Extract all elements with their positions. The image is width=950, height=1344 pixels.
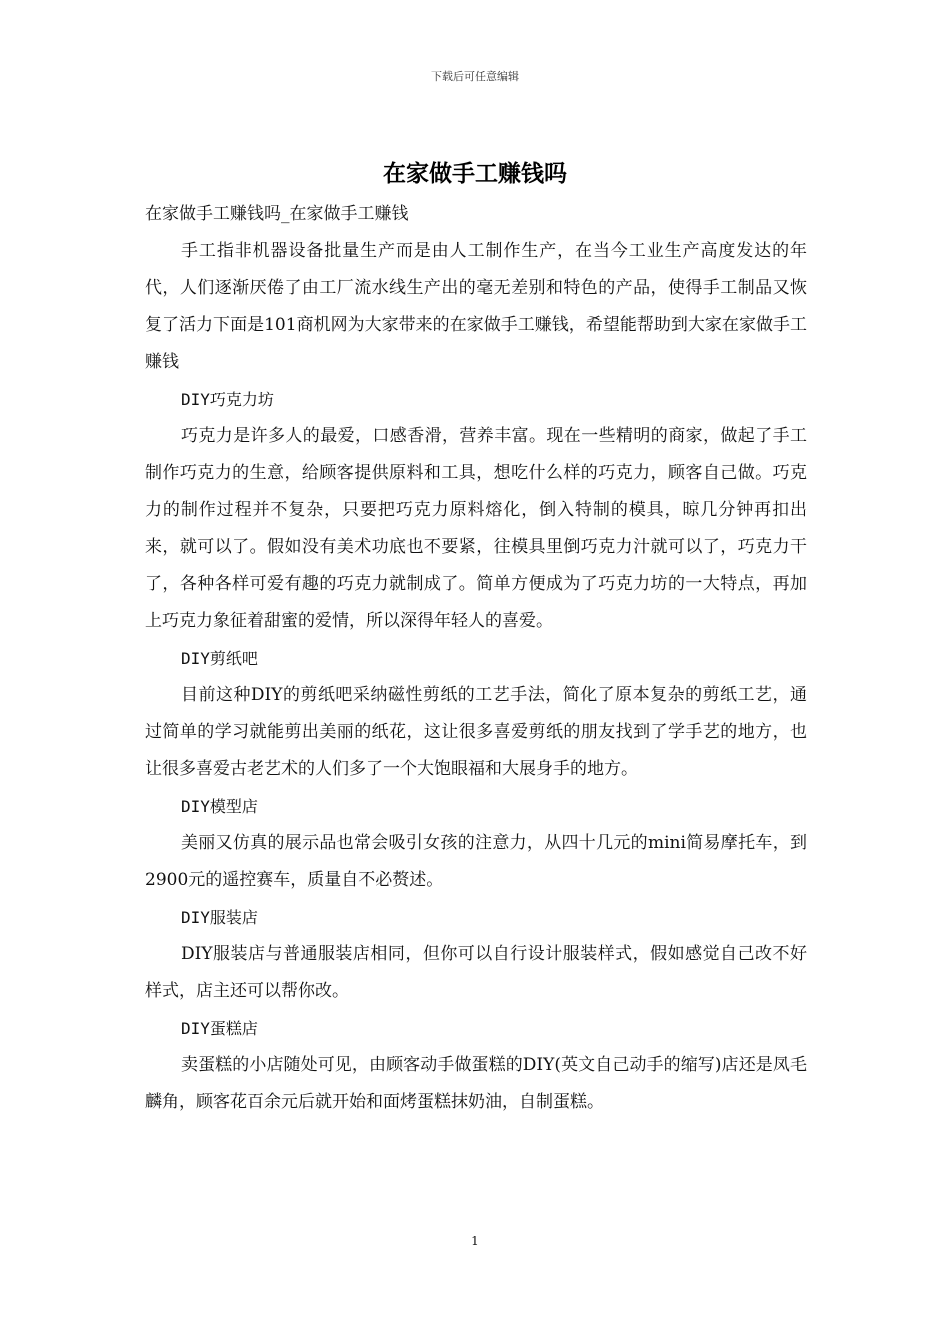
header-note: 下载后可任意编辑	[431, 70, 519, 83]
section-body-clothing: DIY服装店与普通服装店相同，但你可以自行设计服装样式，假如感觉自己改不好样式，店主还可以帮你改。	[145, 944, 807, 1001]
section-heading-model: DIY模型店	[181, 797, 258, 816]
intro-paragraph: 手工指非机器设备批量生产而是由人工制作生产，在当今工业生产高度发达的年代，人们逐渐厌倦了由工厂流水线生产出的毫无差别和特色的产品，使得手工制品又恢复了活力下面是101商机网为大家带来的在家做手工赚钱，希望能帮助到大家在家做手工赚钱	[145, 241, 807, 372]
section-body-chocolate: 巧克力是许多人的最爱，口感香滑，营养丰富。现在一些精明的商家，做起了手工制作巧克力的生意，给顾客提供原料和工具，想吃什么样的巧克力，顾客自己做。巧克力的制作过程并不复杂，只要把巧克力原料熔化，倒入特制的模具，晾几分钟再扣出来，就可以了。假如没有美术功底也不要紧，往模具里倒巧克力汁就可以了，巧克力干了，各种各样可爱有趣的巧克力就制成了。简单方便成为了巧克力坊的一大特点，再加上巧克力象征着甜蜜的爱情，所以深得年轻人的喜爱。	[145, 426, 807, 631]
section-body-papercut: 目前这种DIY的剪纸吧采纳磁性剪纸的工艺手法，简化了原本复杂的剪纸工艺，通过简单的学习就能剪出美丽的纸花，这让很多喜爱剪纸的朋友找到了学手艺的地方，也让很多喜爱古老艺术的人们多了一个大饱眼福和大展身手的地方。	[145, 685, 807, 779]
document-subtitle: 在家做手工赚钱吗_在家做手工赚钱	[145, 204, 409, 224]
section-body-cake: 卖蛋糕的小店随处可见，由顾客动手做蛋糕的DIY(英文自己动手的缩写)店还是凤毛麟角，顾客花百余元后就开始和面烤蛋糕抹奶油，自制蛋糕。	[145, 1055, 807, 1112]
section-heading-chocolate: DIY巧克力坊	[181, 390, 274, 409]
section-heading-clothing: DIY服装店	[181, 908, 258, 927]
document-body	[145, 196, 807, 1121]
section-heading-cake: DIY蛋糕店	[181, 1019, 258, 1038]
document-title: 在家做手工赚钱吗	[383, 161, 567, 187]
section-body-model: 美丽又仿真的展示品也常会吸引女孩的注意力，从四十几元的mini简易摩托车，到2900元的遥控赛车，质量自不必赘述。	[145, 833, 807, 890]
page-number: 1	[471, 1234, 479, 1248]
section-heading-papercut: DIY剪纸吧	[181, 649, 258, 668]
